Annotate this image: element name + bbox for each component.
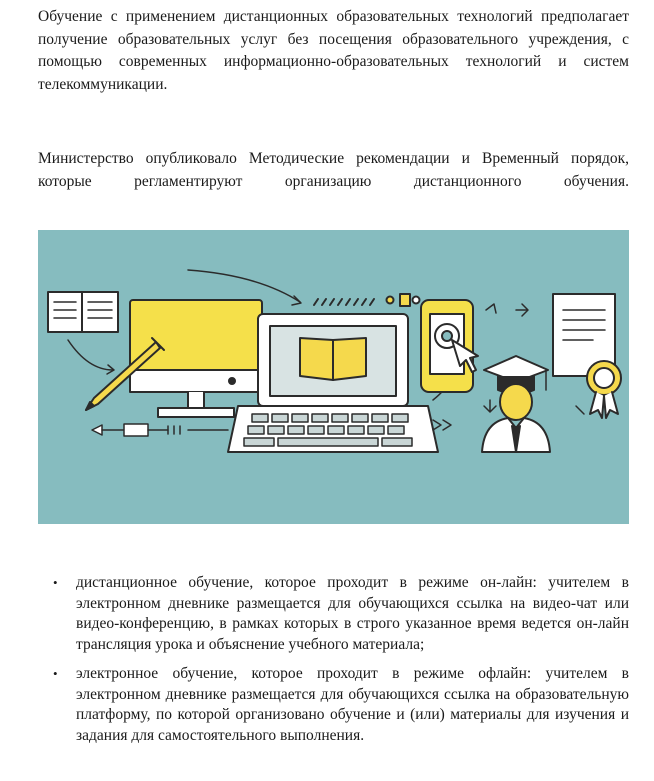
medal-icon	[587, 361, 621, 418]
list-item	[38, 664, 629, 746]
list-item	[38, 573, 629, 655]
cable-icon	[92, 424, 228, 436]
list-item-text: электронное обучение, которое проходит в режиме офлайн: учителем в электронном дневнике размещается для обучающихся ссылка на образовательную платформу, по которой организовано обучение и (или) материалы для изучения и задания для самостоятельного выполнения.	[76, 665, 629, 744]
e-learning-illustration	[38, 230, 629, 524]
graduate-icon	[482, 356, 550, 452]
smartphone-icon	[421, 300, 478, 392]
list-item-text: дистанционное обучение, которое проходит в режиме он-лайн: учителем в электронном дневнике размещается для обучающихся ссылка на видео-чат или видео-конференцию, в рамках которых в строго указанное время ведется он-лайн трансляция урока и объяснение учебного материала;	[76, 574, 629, 653]
dashed-arrow-icon	[314, 299, 374, 305]
learning-forms-list	[38, 573, 629, 755]
laptop-icon	[228, 314, 438, 452]
ministry-paragraph: Министерство опубликовало Методические рекомендации и Временный порядок, которые регламентируют организацию дистанционного обучения.	[38, 150, 629, 190]
intro-paragraph: Обучение с применением дистанционных образовательных технологий предполагает получение образовательных услуг без посещения образовательного учреждения, с помощью современных информационно-образовательных технологий и систем телекоммуникации.	[38, 8, 629, 93]
bullet-marker: •	[53, 575, 58, 590]
bullet-marker: •	[53, 666, 58, 681]
open-book-icon	[48, 292, 118, 332]
